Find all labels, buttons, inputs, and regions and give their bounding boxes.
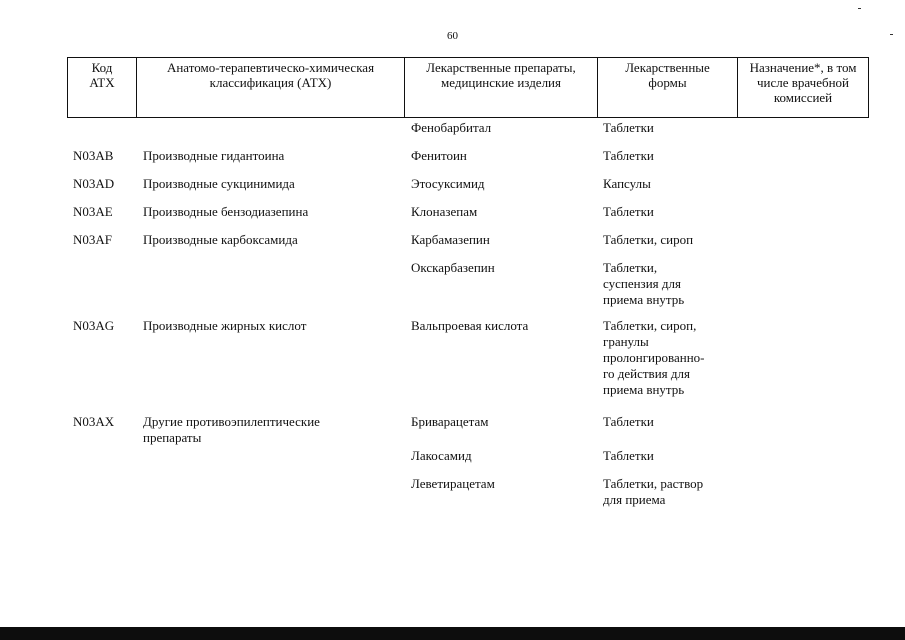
atx-code: N03AD [73,176,115,191]
drug-name: Вальпроевая кислота [411,318,529,333]
drug-form [603,148,733,164]
header-purpose-line: комиссией [773,90,833,105]
drug-name: Клоназепам [411,204,478,219]
header-atx-class-line: Анатомо-терапевтическо-химическая [166,60,375,75]
drug-form [603,204,733,220]
atx-class-line: Производные карбоксамида [143,232,298,247]
drug-form-line: суспензия для [603,276,681,291]
scan-speck [858,8,861,9]
drug-form-line: Таблетки [603,204,654,219]
drug-form-line: гранулы [603,334,649,349]
header-drugs [405,58,598,117]
atx-class [143,176,393,192]
drug-name: Окскарбазепин [411,260,495,275]
header-atx-class [137,58,405,117]
atx-class [143,318,393,334]
drug-form [603,120,733,136]
drug-form-line: го действия для [603,366,690,381]
drug-name: Леветирацетам [411,476,495,491]
header-code [68,58,137,117]
atx-class [143,232,393,248]
header-drugs-line: медицинские изделия [441,75,561,90]
drug-form [603,414,733,430]
atx-class [143,148,393,164]
atx-code: N03AG [73,318,115,333]
atx-class-line: Производные сукцинимида [143,176,295,191]
header-code-line: ATX [89,75,115,90]
atx-class-line: препараты [143,430,202,445]
drug-form [603,318,733,398]
drug-form-line: приема внутрь [603,292,685,307]
header-drugs-line: Лекарственные препараты, [426,60,576,75]
drug-form [603,260,733,308]
table-header [67,57,869,118]
header-forms-line: формы [648,75,687,90]
drug-form-line: Таблетки [603,120,654,135]
drug-form-line: Капсулы [603,176,651,191]
drug-name: Лакосамид [411,448,472,463]
drug-form-line: пролонгированно- [603,350,705,365]
drug-name: Фенитоин [411,148,467,163]
atx-class [143,414,393,446]
drug-form-line: Таблетки, раствор [603,476,704,491]
header-forms-line: Лекарственные [625,60,710,75]
drug-form [603,476,733,508]
atx-code: N03AE [73,204,113,219]
header-purpose-line: Назначение*, в том [749,60,857,75]
drug-form-line: Таблетки [603,148,654,163]
atx-code: N03AB [73,148,114,163]
drug-form [603,448,733,464]
drug-name: Этосуксимид [411,176,485,191]
header-purpose-line: числе врачебной [757,75,849,90]
drug-form-line: приема внутрь [603,382,685,397]
drug-form-line: для приема [603,492,666,507]
drug-form-line: Таблетки, сироп, [603,318,697,333]
scan-speck [890,34,893,35]
atx-class-line: Производные жирных кислот [143,318,307,333]
drug-name: Фенобарбитал [411,120,492,135]
drug-form-line: Таблетки [603,448,654,463]
atx-class-line: Производные гидантоина [143,148,285,163]
header-forms [598,58,738,117]
header-atx-class-line: классификация (АТХ) [209,75,332,90]
header-purpose [738,58,868,117]
page-number: 60 [447,30,458,42]
header-code-line: Код [91,60,113,75]
drug-form [603,232,733,248]
atx-code: N03AF [73,232,113,247]
drug-form-line: Таблетки, [603,260,658,275]
drug-name: Карбамазепин [411,232,490,247]
atx-class-line: Производные бензодиазепина [143,204,309,219]
drug-name: Бриварацетам [411,414,489,429]
drug-form-line: Таблетки [603,414,654,429]
atx-code: N03AX [73,414,115,429]
drug-form-line: Таблетки, сироп [603,232,694,247]
atx-class [143,204,393,220]
atx-class-line: Другие противоэпилептические [143,414,320,429]
drug-form [603,176,733,192]
scan-edge [0,627,905,640]
